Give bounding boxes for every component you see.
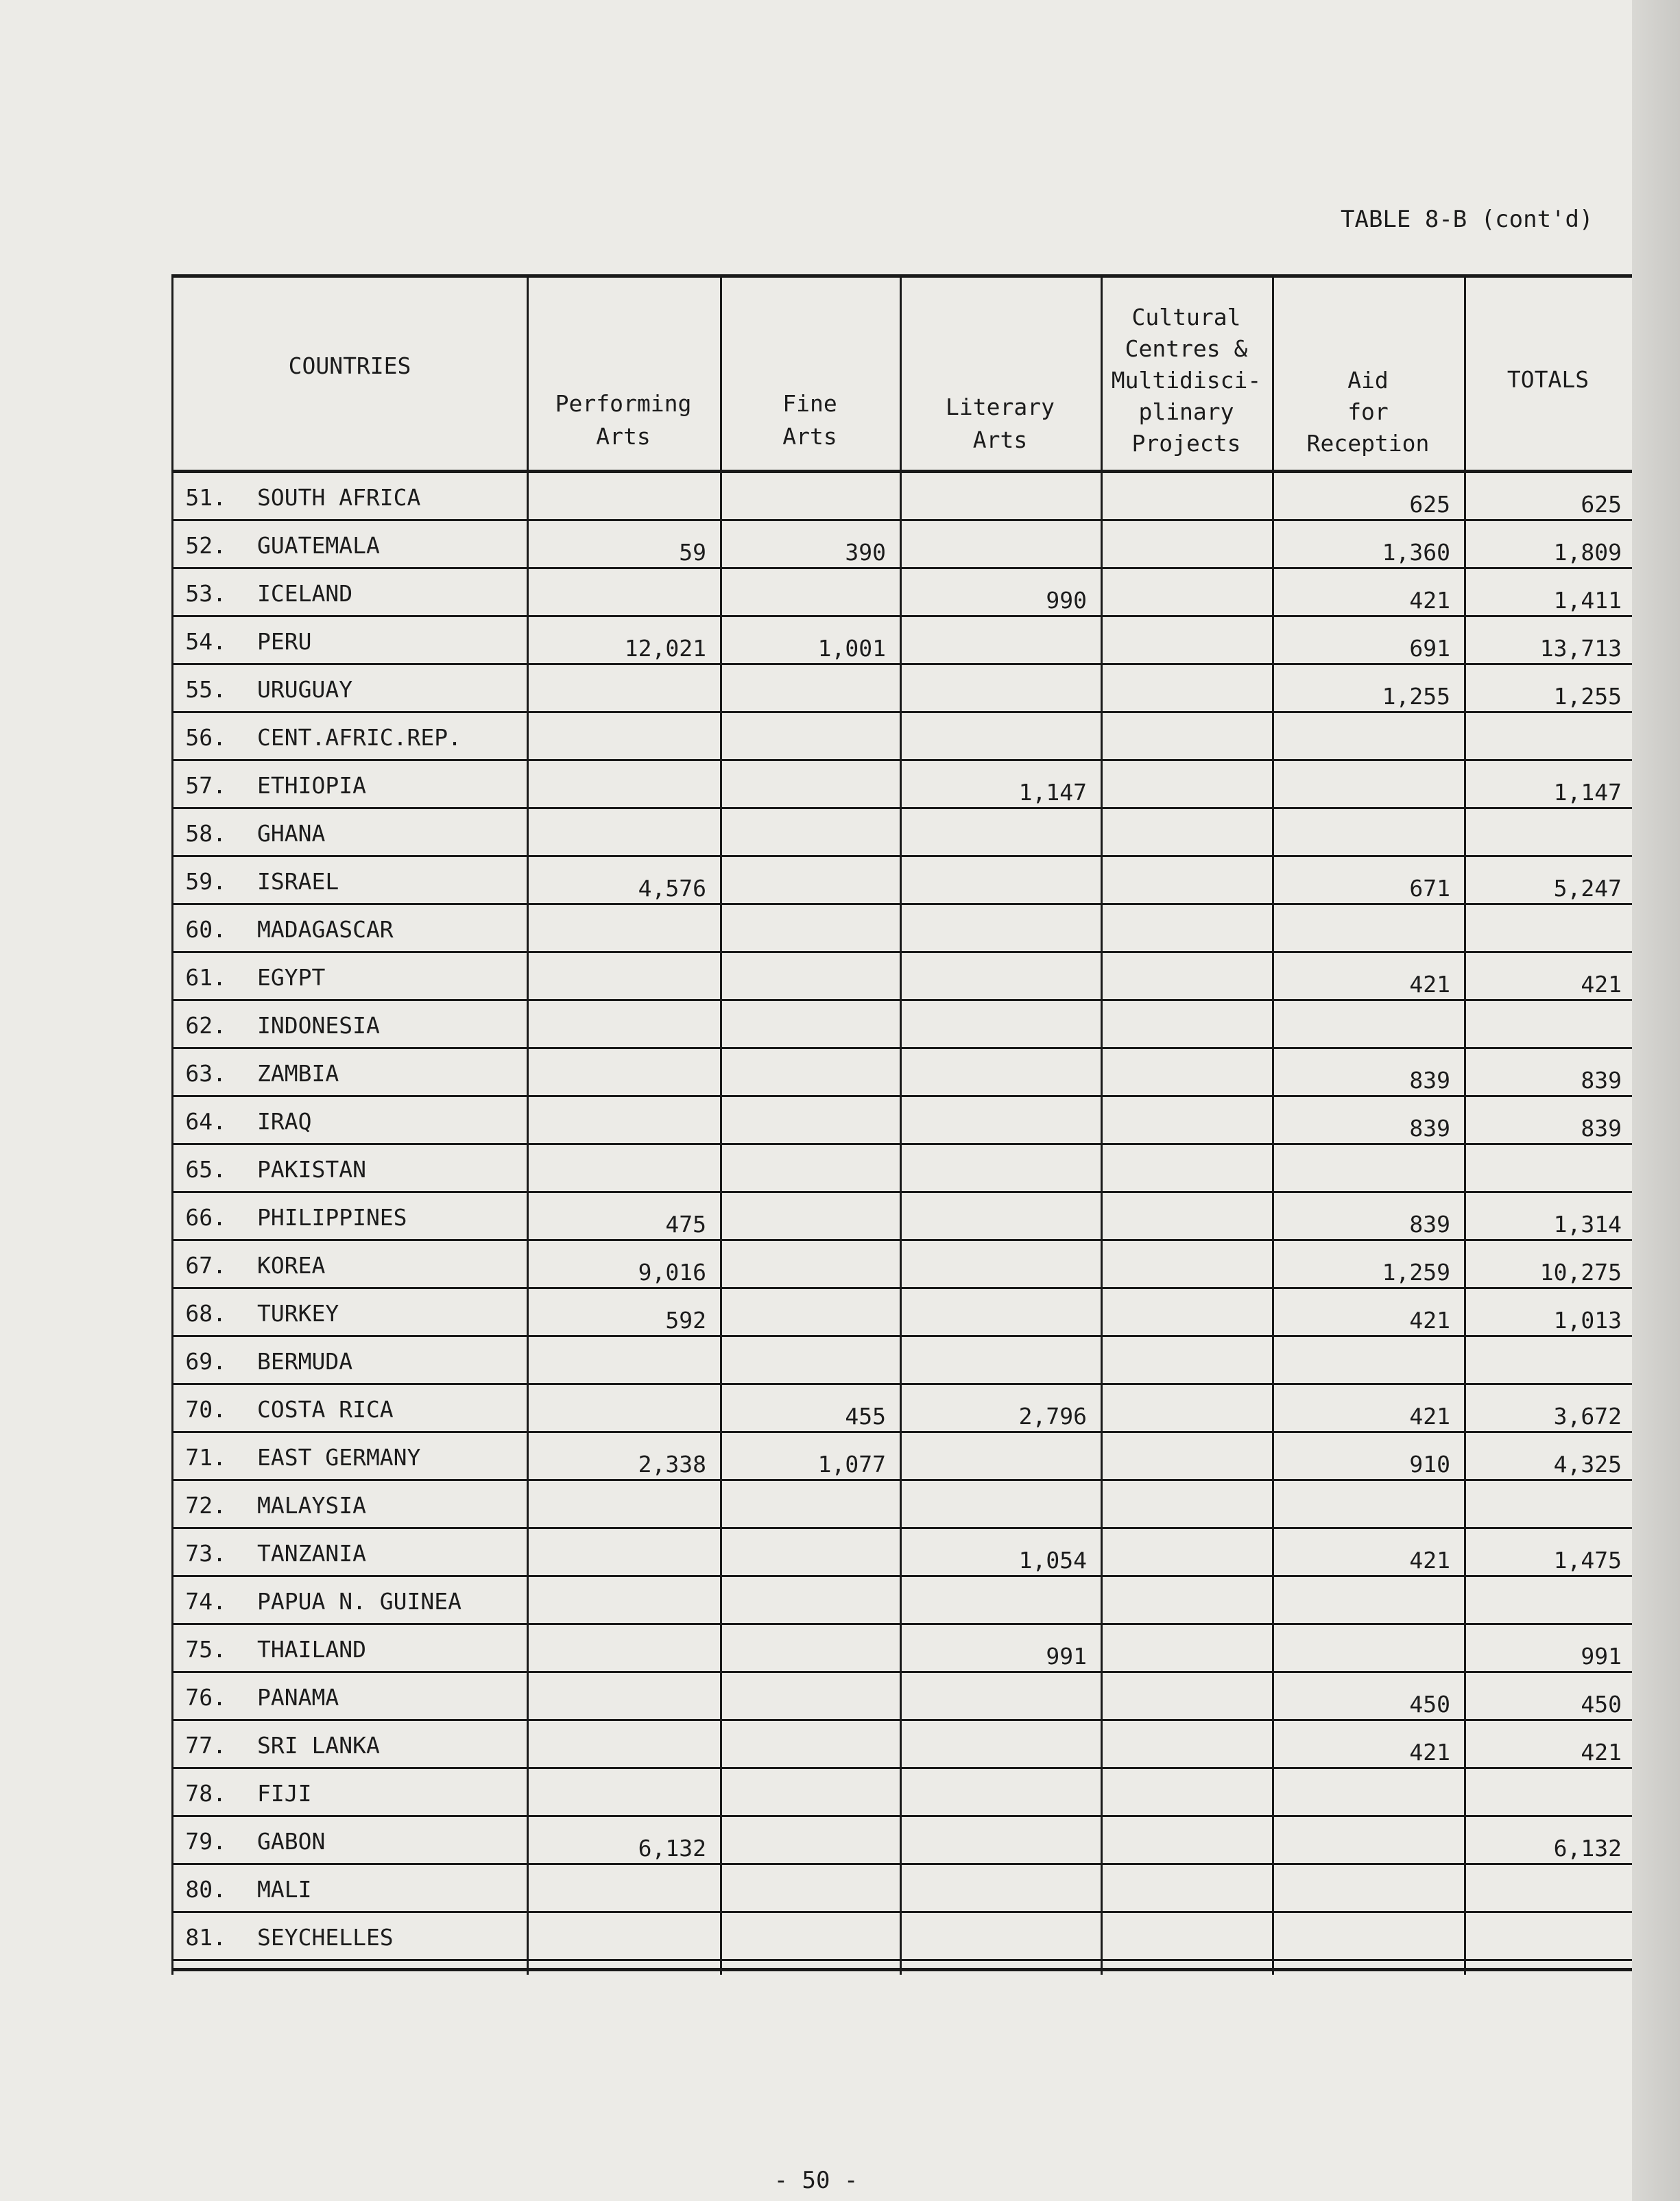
cell-performing: 592	[665, 1307, 706, 1334]
country-name: COSTA RICA	[257, 1396, 394, 1423]
cell-aid: 1,360	[1382, 539, 1450, 566]
country-name: GABON	[257, 1828, 326, 1855]
table-row	[171, 1241, 1632, 1289]
table-row	[171, 809, 1632, 857]
row-number: 75.	[185, 1636, 226, 1663]
table-row	[171, 1193, 1632, 1241]
cell-aid: 1,259	[1382, 1259, 1450, 1286]
cell-aid: 671	[1409, 875, 1450, 902]
country-name: GUATEMALA	[257, 532, 380, 559]
cell-performing: 9,016	[638, 1259, 706, 1286]
table-row	[171, 1289, 1632, 1337]
row-number: 70.	[185, 1396, 226, 1423]
header-line: Literary	[946, 394, 1055, 420]
cell-total: 1,147	[1553, 779, 1622, 806]
country-name: BERMUDA	[257, 1348, 353, 1375]
row-number: 64.	[185, 1108, 226, 1135]
table-row	[171, 569, 1632, 617]
country-name: URUGUAY	[257, 676, 353, 703]
cell-total: 839	[1581, 1067, 1622, 1094]
header-literary-arts	[900, 391, 1101, 457]
header-line: for	[1347, 398, 1389, 425]
row-number: 51.	[185, 484, 226, 511]
cell-literary: 2,796	[1018, 1403, 1087, 1430]
cell-fine: 455	[845, 1403, 886, 1430]
cell-fine: 390	[845, 539, 886, 566]
cell-aid: 1,255	[1382, 683, 1450, 710]
country-name: MALAYSIA	[257, 1492, 366, 1519]
row-number: 52.	[185, 532, 226, 559]
header-line: Arts	[972, 426, 1028, 453]
country-name: ISRAEL	[257, 868, 339, 895]
table-row	[171, 1721, 1632, 1769]
cell-performing: 59	[679, 539, 706, 566]
cell-total: 1,013	[1553, 1307, 1622, 1334]
cell-aid: 421	[1409, 1739, 1450, 1766]
table-bottom-rule	[171, 1968, 1632, 1971]
row-number: 76.	[185, 1684, 226, 1711]
cell-performing: 12,021	[624, 635, 706, 662]
table-row	[171, 521, 1632, 569]
row-number: 81.	[185, 1924, 226, 1951]
country-name: TANZANIA	[257, 1540, 366, 1567]
cell-total: 1,475	[1553, 1547, 1622, 1574]
table-row	[171, 1337, 1632, 1385]
row-rule	[171, 1959, 1632, 1961]
row-number: 62.	[185, 1012, 226, 1039]
country-name: FIJI	[257, 1780, 312, 1807]
cell-total: 6,132	[1553, 1835, 1622, 1862]
header-countries	[213, 350, 487, 383]
country-name: THAILAND	[257, 1636, 366, 1663]
country-name: PERU	[257, 628, 312, 655]
cell-total: 625	[1581, 491, 1622, 518]
row-number: 58.	[185, 820, 226, 847]
table-row	[171, 713, 1632, 761]
row-number: 59.	[185, 868, 226, 895]
country-name: TURKEY	[257, 1300, 339, 1327]
cell-aid: 910	[1409, 1451, 1450, 1478]
country-name: GHANA	[257, 820, 326, 847]
row-number: 55.	[185, 676, 226, 703]
cell-performing: 4,576	[638, 875, 706, 902]
table-row	[171, 1577, 1632, 1625]
table-row	[171, 1865, 1632, 1913]
cell-total: 1,809	[1553, 539, 1622, 566]
row-number: 67.	[185, 1252, 226, 1279]
cell-total: 10,275	[1539, 1259, 1622, 1286]
header-fine-arts	[720, 387, 900, 453]
table-row	[171, 1769, 1632, 1817]
row-number: 80.	[185, 1876, 226, 1903]
cell-total: 1,411	[1553, 587, 1622, 614]
header-line: Arts	[596, 423, 651, 450]
country-name: EGYPT	[257, 964, 326, 991]
country-name: CENT.AFRIC.REP.	[257, 724, 462, 751]
header-line: Multidisci-	[1111, 367, 1262, 394]
header-line: Fine	[782, 390, 837, 417]
row-number: 77.	[185, 1732, 226, 1759]
row-number: 53.	[185, 580, 226, 607]
header-line: Cultural	[1131, 304, 1241, 330]
row-number: 72.	[185, 1492, 226, 1519]
table-row	[171, 857, 1632, 905]
table-row	[171, 1913, 1632, 1961]
country-name: ETHIOPIA	[257, 772, 366, 799]
cell-total: 421	[1581, 1739, 1622, 1766]
cell-total: 421	[1581, 971, 1622, 998]
table-row	[171, 1529, 1632, 1577]
cell-total: 450	[1581, 1691, 1622, 1718]
table-label: TABLE 8-B (cont'd)	[1341, 206, 1594, 233]
cell-total: 991	[1581, 1643, 1622, 1670]
cell-aid: 421	[1409, 587, 1450, 614]
cell-literary: 1,054	[1018, 1547, 1087, 1574]
row-number: 57.	[185, 772, 226, 799]
table-row	[171, 473, 1632, 521]
header-totals	[1464, 363, 1632, 396]
row-number: 54.	[185, 628, 226, 655]
row-number: 66.	[185, 1204, 226, 1231]
header-cultural-centres	[1101, 302, 1272, 459]
country-name: PHILIPPINES	[257, 1204, 407, 1231]
cell-aid: 421	[1409, 1307, 1450, 1334]
table-row	[171, 1625, 1632, 1673]
country-name: SOUTH AFRICA	[257, 484, 421, 511]
table-row	[171, 1049, 1632, 1097]
row-number: 68.	[185, 1300, 226, 1327]
country-name: KOREA	[257, 1252, 326, 1279]
data-table	[171, 274, 1632, 1975]
header-countries-label: COUNTRIES	[288, 352, 411, 379]
cell-total: 13,713	[1539, 635, 1622, 662]
cell-fine: 1,001	[817, 635, 886, 662]
country-name: EAST GERMANY	[257, 1444, 421, 1471]
table-row	[171, 1097, 1632, 1145]
table-top-rule	[171, 274, 1632, 278]
row-number: 60.	[185, 916, 226, 943]
country-name: SRI LANKA	[257, 1732, 380, 1759]
cell-aid: 625	[1409, 491, 1450, 518]
table-row	[171, 905, 1632, 953]
row-number: 73.	[185, 1540, 226, 1567]
cell-aid: 839	[1409, 1211, 1450, 1238]
table-row	[171, 617, 1632, 665]
header-performing-arts	[527, 387, 720, 453]
country-name: MALI	[257, 1876, 312, 1903]
cell-aid: 421	[1409, 1547, 1450, 1574]
table-row	[171, 1481, 1632, 1529]
country-name: PANAMA	[257, 1684, 339, 1711]
header-aid-for-reception	[1272, 365, 1464, 459]
row-number: 56.	[185, 724, 226, 751]
row-number: 69.	[185, 1348, 226, 1375]
header-line: Reception	[1306, 430, 1430, 457]
row-number: 71.	[185, 1444, 226, 1471]
cell-total: 5,247	[1553, 875, 1622, 902]
cell-aid: 839	[1409, 1115, 1450, 1142]
cell-performing: 2,338	[638, 1451, 706, 1478]
cell-aid: 450	[1409, 1691, 1450, 1718]
row-number: 63.	[185, 1060, 226, 1087]
cell-aid: 839	[1409, 1067, 1450, 1094]
table-row	[171, 665, 1632, 713]
table-row	[171, 761, 1632, 809]
table-row	[171, 1001, 1632, 1049]
table-row	[171, 1817, 1632, 1865]
cell-literary: 991	[1046, 1643, 1087, 1670]
table-row	[171, 1385, 1632, 1433]
page-edge	[1632, 0, 1680, 2201]
cell-aid: 421	[1409, 971, 1450, 998]
country-name: INDONESIA	[257, 1012, 380, 1039]
cell-aid: 421	[1409, 1403, 1450, 1430]
header-totals-label: TOTALS	[1507, 366, 1589, 393]
country-name: IRAQ	[257, 1108, 312, 1135]
row-number: 65.	[185, 1156, 226, 1183]
cell-performing: 6,132	[638, 1835, 706, 1862]
cell-literary: 990	[1046, 587, 1087, 614]
header-line: Aid	[1347, 367, 1389, 394]
page-number: - 50 -	[773, 2167, 859, 2194]
country-name: PAKISTAN	[257, 1156, 366, 1183]
cell-total: 1,255	[1553, 683, 1622, 710]
row-number: 74.	[185, 1588, 226, 1615]
country-name: SEYCHELLES	[257, 1924, 394, 1951]
cell-fine: 1,077	[817, 1451, 886, 1478]
row-number: 78.	[185, 1780, 226, 1807]
row-number: 79.	[185, 1828, 226, 1855]
table-row	[171, 953, 1632, 1001]
cell-aid: 691	[1409, 635, 1450, 662]
header-line: Performing	[555, 390, 692, 417]
table-row	[171, 1145, 1632, 1193]
country-name: MADAGASCAR	[257, 916, 394, 943]
table-row	[171, 1673, 1632, 1721]
country-name: PAPUA N. GUINEA	[257, 1588, 462, 1615]
cell-total: 4,325	[1553, 1451, 1622, 1478]
country-name: ICELAND	[257, 580, 353, 607]
header-line: plinary	[1138, 398, 1234, 425]
header-line: Projects	[1131, 430, 1241, 457]
header-line: Arts	[782, 423, 837, 450]
cell-performing: 475	[665, 1211, 706, 1238]
table-row	[171, 1433, 1632, 1481]
header-line: Centres &	[1125, 335, 1248, 362]
cell-total: 839	[1581, 1115, 1622, 1142]
cell-literary: 1,147	[1018, 779, 1087, 806]
country-name: ZAMBIA	[257, 1060, 339, 1087]
cell-total: 1,314	[1553, 1211, 1622, 1238]
row-number: 61.	[185, 964, 226, 991]
cell-total: 3,672	[1553, 1403, 1622, 1430]
